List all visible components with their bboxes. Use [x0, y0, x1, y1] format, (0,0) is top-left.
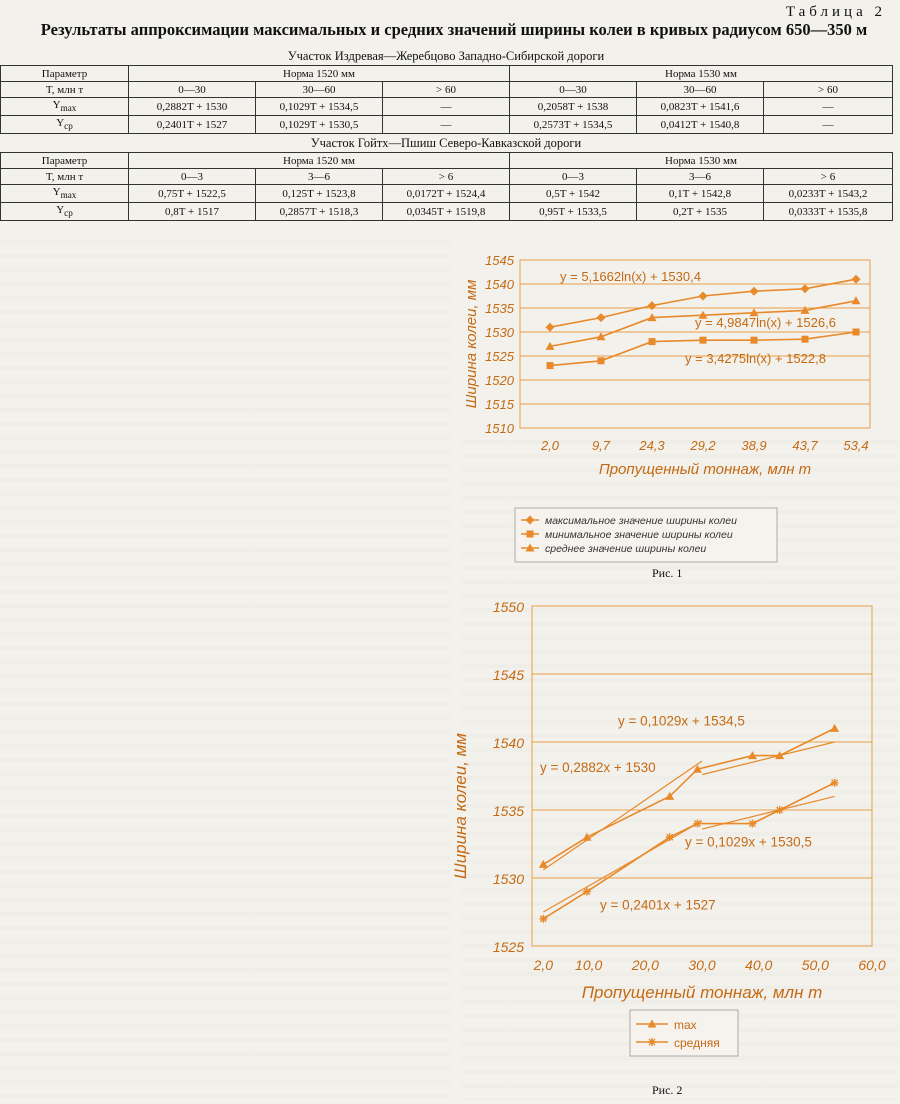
data-point [539, 915, 547, 923]
x-tick-label: 38,9 [741, 438, 767, 453]
x-tick-label: 2,0 [540, 438, 560, 453]
x-tick-label: 29,2 [690, 438, 716, 453]
x-tick-label: 60,0 [858, 957, 886, 973]
row-label-ycp: $Y_{ср}$ [1, 116, 129, 134]
formula-cell: 0,2T + 1535 [637, 203, 764, 221]
formula-cell: 0,1029T + 1534,5 [256, 98, 383, 116]
formula-cell: 0,2401T + 1527 [129, 116, 256, 134]
formula-cell: 0,8T + 1517 [129, 203, 256, 221]
data-point [776, 806, 784, 814]
data-point [598, 357, 605, 364]
x-tick-label: 43,7 [792, 438, 818, 453]
y-axis-label: Ширина колеи, мм [451, 733, 470, 879]
y-tick-label: 1520 [485, 373, 514, 388]
range-cell: 0—30 [510, 82, 637, 98]
data-point [649, 338, 656, 345]
range-cell: 0—30 [129, 82, 256, 98]
data-point [547, 362, 554, 369]
formula-cell: 0,0412T + 1540,8 [637, 116, 764, 134]
data-point [831, 779, 839, 787]
formula-cell: 0,2857T + 1518,3 [256, 203, 383, 221]
figure-1-chart [440, 245, 890, 575]
x-axis-label: Пропущенный тоннаж, млн т [581, 983, 823, 1002]
data-point [546, 323, 555, 332]
formula-cell: — [383, 116, 510, 134]
x-axis-label: Пропущенный тоннаж, млн т [598, 461, 812, 478]
trendline-equation: y = 4,9847ln(x) + 1526,6 [695, 315, 836, 331]
x-tick-label: 20,0 [631, 957, 659, 973]
legend-label: среднее значение ширины колеи [545, 543, 707, 555]
formula-cell: — [764, 116, 893, 134]
formula-cell: 0,95T + 1533,5 [510, 203, 637, 221]
figure-1-caption: Рис. 1 [652, 566, 683, 580]
y-tick-label: 1530 [492, 871, 524, 887]
data-point [539, 860, 548, 868]
legend-marker [527, 531, 534, 538]
formula-cell: 0,0333T + 1535,8 [764, 203, 893, 221]
data-point [693, 820, 701, 828]
norm-1520-header: Норма 1520 мм [129, 66, 510, 82]
table-section-2 [0, 152, 893, 221]
range-cell: 30—60 [256, 82, 383, 98]
range-cell: > 6 [764, 169, 893, 185]
formula-cell: 0,2882T + 1530 [129, 98, 256, 116]
data-point [699, 292, 708, 301]
row-label-ymax: $Y_{max}$ [1, 98, 129, 116]
formula-cell: 0,2573T + 1534,5 [510, 116, 637, 134]
x-tick-label: 53,4 [843, 438, 869, 453]
formula-cell: 0,75T + 1522,5 [129, 185, 256, 203]
legend-label: средняя [674, 1036, 720, 1050]
range-cell: > 6 [383, 169, 510, 185]
background-text-left [0, 230, 450, 1104]
norm-1530-header: Норма 1530 мм [510, 153, 893, 169]
trendline-equation: y = 0,2401x + 1527 [600, 897, 716, 913]
formula-cell: 0,0172T + 1524,4 [383, 185, 510, 203]
y-tick-label: 1535 [485, 301, 514, 316]
data-point [750, 287, 759, 296]
norm-1530-header: Норма 1530 мм [510, 66, 893, 82]
section-1-title: Участок Издревая—Жеребцово Западно-Сибирской дороги [287, 49, 605, 63]
data-point [582, 833, 591, 841]
x-tick-label: 2,0 [533, 957, 554, 973]
section-2-title: Участок Гойтх—Пшиш Северо-Кавказской дороги [310, 136, 582, 150]
range-cell: > 60 [764, 82, 893, 98]
norm-1520-header: Норма 1520 мм [129, 153, 510, 169]
range-cell: 0—3 [510, 169, 637, 185]
data-point [852, 296, 861, 304]
formula-cell: — [764, 98, 893, 116]
trendline-equation: y = 5,1662ln(x) + 1530,4 [560, 269, 701, 285]
range-cell: 0—3 [129, 169, 256, 185]
data-point [748, 820, 756, 828]
legend-label: max [674, 1018, 697, 1032]
figure-2-chart [440, 590, 890, 1075]
range-cell: 3—6 [637, 169, 764, 185]
table-title: Результаты аппроксимации максимальных и средних значений ширины колеи в кривых радиусом 650—350 м [40, 20, 868, 39]
range-cell: 3—6 [256, 169, 383, 185]
y-tick-label: 1525 [492, 939, 524, 955]
formula-cell: 0,2058T + 1538 [510, 98, 637, 116]
legend-marker [648, 1038, 656, 1046]
plot-area [520, 260, 870, 428]
data-point [801, 284, 810, 293]
param-header: Параметр [1, 153, 129, 169]
y-axis-label: Ширина колеи, мм [463, 279, 480, 409]
y-tick-label: 1545 [485, 253, 514, 268]
y-tick-label: 1545 [492, 667, 524, 683]
x-tick-label: 50,0 [801, 957, 829, 973]
x-tick-label: 10,0 [575, 957, 603, 973]
table-number: Таблица 2 [785, 4, 886, 20]
trendline [543, 761, 702, 870]
data-point [583, 888, 591, 896]
legend-label: минимальное значение ширины колеи [545, 529, 733, 541]
data-point [648, 301, 657, 310]
table-section-1 [0, 65, 893, 134]
formula-cell: 0,5T + 1542 [510, 185, 637, 203]
y-tick-label: 1535 [492, 803, 524, 819]
range-cell: 30—60 [637, 82, 764, 98]
data-point [830, 724, 839, 732]
figure-2-caption: Рис. 2 [652, 1083, 683, 1097]
data-point [852, 275, 861, 284]
trendline-equation: y = 3,4275ln(x) + 1522,8 [685, 351, 826, 367]
data-point [751, 337, 758, 344]
formula-cell: 0,0233T + 1543,2 [764, 185, 893, 203]
x-tick-label: 9,7 [591, 438, 611, 453]
formula-cell: 0,0823T + 1541,6 [637, 98, 764, 116]
range-cell: > 60 [383, 82, 510, 98]
y-tick-label: 1515 [485, 397, 514, 412]
data-point [666, 833, 674, 841]
y-tick-label: 1540 [485, 277, 514, 292]
trendline [702, 742, 835, 775]
data-point [853, 329, 860, 336]
formula-cell: 0,1029T + 1530,5 [256, 116, 383, 134]
y-tick-label: 1540 [492, 735, 524, 751]
x-tick-label: 24,3 [639, 438, 665, 453]
x-tick-label: 40,0 [745, 957, 773, 973]
formula-cell: 0,0345T + 1519,8 [383, 203, 510, 221]
row-label-ymax: $Y_{max}$ [1, 185, 129, 203]
formula-cell: — [383, 98, 510, 116]
y-tick-label: 1550 [492, 599, 524, 615]
y-tick-label: 1510 [485, 421, 514, 436]
trendline-equation: y = 0,1029x + 1534,5 [618, 713, 745, 729]
param-header: Параметр [1, 66, 129, 82]
x-tick-label: 30,0 [688, 957, 716, 973]
y-tick-label: 1525 [485, 349, 514, 364]
trendline-equation: y = 0,1029x + 1530,5 [685, 834, 812, 850]
trendline-equation: y = 0,2882x + 1530 [540, 759, 656, 775]
data-point [802, 336, 809, 343]
t-label: T, млн т [1, 82, 129, 98]
formula-cell: 0,125T + 1523,8 [256, 185, 383, 203]
formula-cell: 0,1T + 1542,8 [637, 185, 764, 203]
y-tick-label: 1530 [485, 325, 514, 340]
legend-label: максимальное значение ширины колеи [545, 515, 737, 527]
data-point [597, 313, 606, 322]
data-point [700, 337, 707, 344]
t-label: T, млн т [1, 169, 129, 185]
row-label-ycp: $Y_{ср}$ [1, 203, 129, 221]
